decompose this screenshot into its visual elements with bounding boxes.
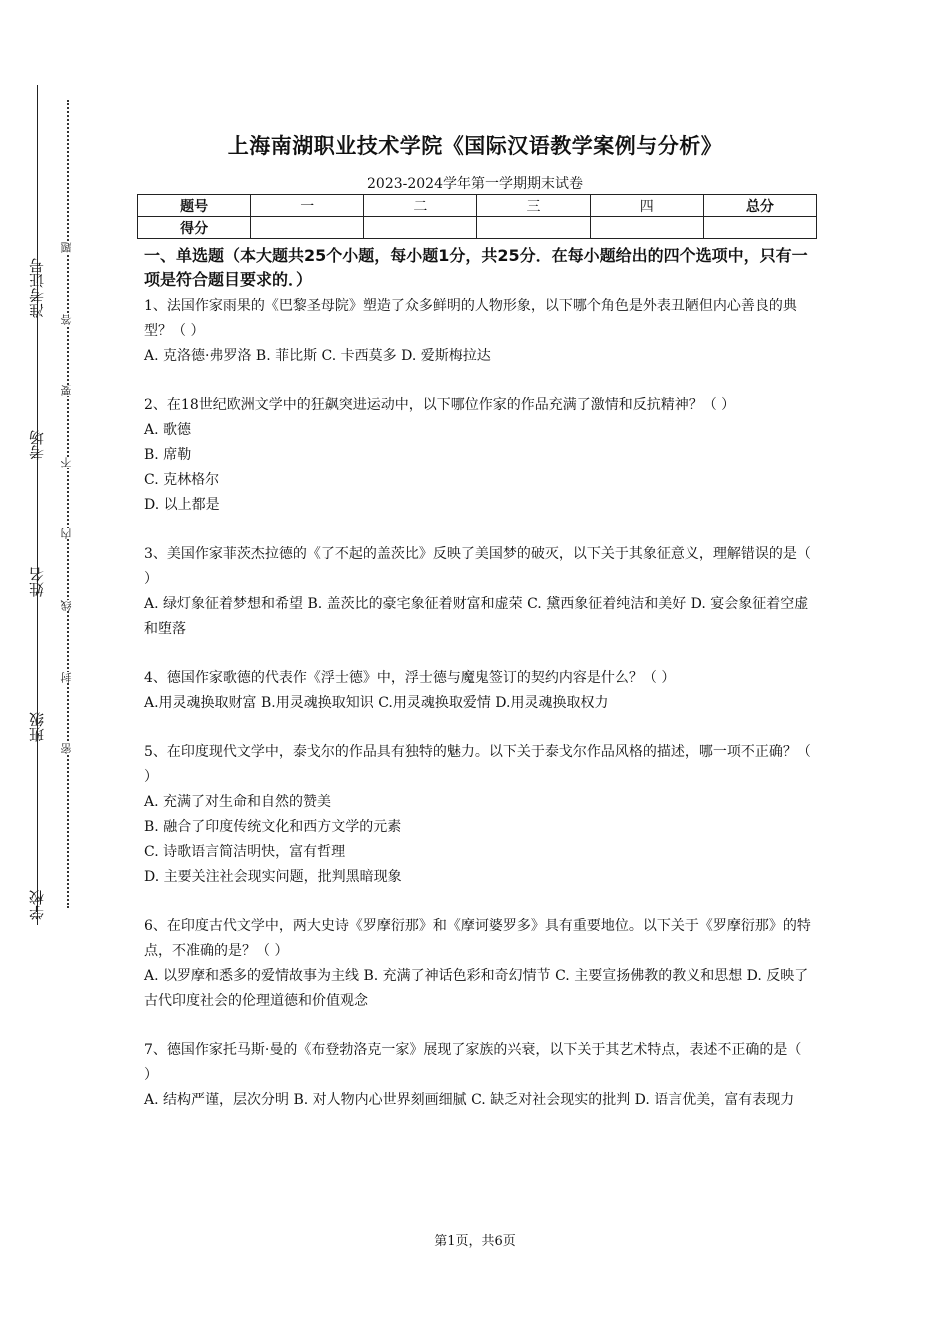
question-stem: 7、德国作家托马斯·曼的《布登勃洛克一家》展现了家族的兴衰，以下关于其艺术特点，表述不正确的是（ ） — [144, 1042, 802, 1083]
side-word-yao: 要 — [58, 385, 76, 396]
side-word-nei: 内 — [58, 528, 76, 539]
page-footer: 第1页，共6页 — [434, 1234, 516, 1249]
score-cell-total[interactable] — [703, 217, 816, 239]
side-label-class: 班级 — [28, 712, 46, 742]
side-label-ticket-number: 准考证号 — [28, 258, 46, 318]
exam-content — [144, 244, 812, 1137]
question-stem: 6、在印度古代文学中，两大史诗《罗摩衍那》和《摩诃婆罗多》具有重要地位。以下关于《罗摩衍那》的特点，不准确的是？（ ） — [144, 918, 811, 959]
score-header-4: 四 — [590, 195, 703, 217]
side-word-xian: 线 — [58, 600, 76, 611]
question-options: A. 结构严谨，层次分明 B. 对人物内心世界刻画细腻 C. 缺乏对社会现实的批判 D. 语言优美，富有表现力 — [144, 1092, 795, 1108]
question-options: A. 以罗摩和悉多的爱情故事为主线 B. 充满了神话色彩和奇幻情节 C. 主要宣扬佛教的教义和思想 D. 反映了古代印度社会的伦理道德和价值观念 — [144, 968, 809, 1009]
question-6 — [144, 914, 812, 1014]
score-table — [137, 194, 817, 239]
side-word-feng: 封 — [58, 672, 76, 683]
score-header-3: 三 — [477, 195, 590, 217]
question-option-c: C. 克林格尔 — [144, 472, 220, 488]
question-options: A. 克洛德·弗罗洛 B. 菲比斯 C. 卡西莫多 D. 爱斯梅拉达 — [144, 348, 491, 364]
score-header-total: 总分 — [703, 195, 816, 217]
question-stem: 3、美国作家菲茨杰拉德的《了不起的盖茨比》反映了美国梦的破灭，以下关于其象征意义，理解错误的是（ ） — [144, 546, 811, 587]
score-cell-3[interactable] — [477, 217, 590, 239]
score-table-header-row — [138, 195, 817, 217]
question-option-b: B. 融合了印度传统文化和西方文学的元素 — [144, 819, 402, 835]
page-title: 上海南湖职业技术学院《国际汉语教学案例与分析》 — [227, 134, 723, 158]
question-stem: 4、德国作家歌德的代表作《浮士德》中，浮士德与魔鬼签订的契约内容是什么？（ ） — [144, 670, 676, 686]
question-3 — [144, 542, 812, 642]
question-stem: 5、在印度现代文学中，泰戈尔的作品具有独特的魅力。以下关于泰戈尔作品风格的描述，哪一项不正确？（ ） — [144, 744, 811, 785]
binding-dotted-line — [67, 100, 69, 908]
question-option-d: D. 以上都是 — [144, 497, 220, 513]
binding-solid-line — [37, 85, 38, 925]
score-header-number: 题号 — [138, 195, 251, 217]
side-label-name: 姓名 — [28, 567, 46, 597]
score-cell-4[interactable] — [590, 217, 703, 239]
question-stem: 2、在18世纪欧洲文学中的狂飙突进运动中，以下哪位作家的作品充满了激情和反抗精神？（ ） — [144, 397, 736, 413]
score-header-2: 二 — [364, 195, 477, 217]
side-word-da: 答 — [58, 314, 76, 325]
score-cell-2[interactable] — [364, 217, 477, 239]
question-option-c: C. 诗歌语言简洁明快，富有哲理 — [144, 844, 346, 860]
score-table-score-row — [138, 217, 817, 239]
score-row-label: 得分 — [138, 217, 251, 239]
question-options: A.用灵魂换取财富 B.用灵魂换取知识 C.用灵魂换取爱情 D.用灵魂换取权力 — [144, 695, 609, 711]
question-option-b: B. 席勒 — [144, 447, 192, 463]
question-option-d: D. 主要关注社会现实问题，批判黑暗现象 — [144, 869, 402, 885]
score-cell-1[interactable] — [251, 217, 364, 239]
section-title: 一、单选题（本大题共25个小题，每小题1分，共25分．在每小题给出的四个选项中，只有一项是符合题目要求的．） — [144, 246, 808, 289]
question-1 — [144, 294, 812, 369]
question-4 — [144, 666, 812, 716]
page-subtitle: 2023-2024学年第一学期期末试卷 — [367, 176, 583, 192]
question-options: A. 绿灯象征着梦想和希望 B. 盖茨比的豪宅象征着财富和虚荣 C. 黛西象征着纯洁和美好 D. 宴会象征着空虚和堕落 — [144, 596, 809, 637]
side-word-mi: 密 — [58, 743, 76, 754]
question-stem: 1、法国作家雨果的《巴黎圣母院》塑造了众多鲜明的人物形象，以下哪个角色是外表丑陋但内心善良的典型？（ ） — [144, 298, 797, 339]
question-option-a: A. 充满了对生命和自然的赞美 — [144, 794, 332, 810]
score-header-1: 一 — [251, 195, 364, 217]
side-word-ti: 题 — [58, 242, 76, 253]
side-label-school: 学校 — [28, 890, 46, 920]
question-2 — [144, 393, 812, 518]
question-5 — [144, 740, 812, 890]
question-7 — [144, 1038, 812, 1113]
side-word-bu: 不 — [58, 457, 76, 468]
side-label-exam-room: 考场 — [28, 430, 46, 460]
question-option-a: A. 歌德 — [144, 422, 192, 438]
